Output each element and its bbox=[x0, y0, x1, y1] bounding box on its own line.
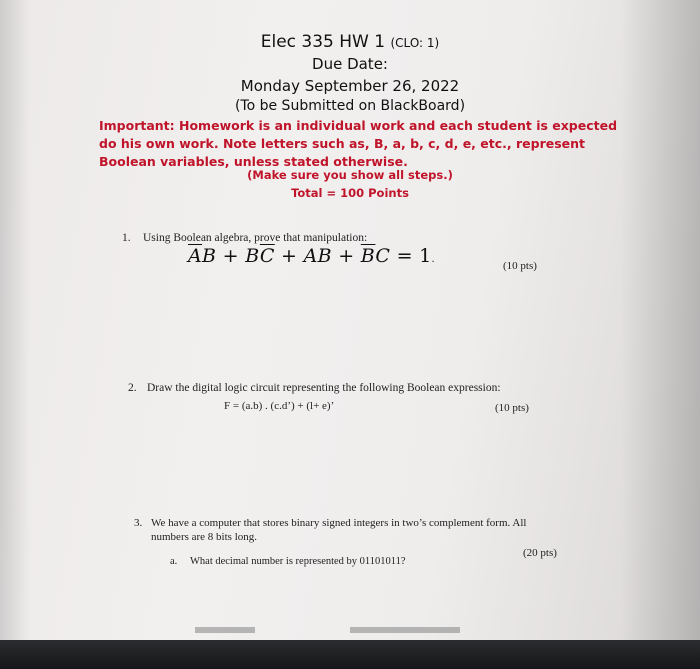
q1-text: Using Boolean algebra, prove that manipulation: bbox=[143, 232, 368, 244]
total-points: Total = 100 Points bbox=[291, 186, 409, 200]
cut-off-text bbox=[350, 627, 460, 633]
cut-off-text bbox=[195, 627, 255, 633]
q3-points: (20 pts) bbox=[523, 547, 557, 559]
clo-label: (CLO: 1) bbox=[390, 36, 440, 50]
paper-shadow-left bbox=[0, 0, 30, 640]
submission-note: (To be Submitted on BlackBoard) bbox=[234, 98, 466, 114]
page-title bbox=[0, 32, 700, 52]
monitor-bezel bbox=[0, 640, 700, 669]
q2-points: (10 pts) bbox=[495, 402, 529, 414]
q2-text: Draw the digital logic circuit representing the following Boolean expression: bbox=[147, 382, 501, 394]
q1-number: 1. bbox=[122, 232, 131, 244]
due-date: Monday September 26, 2022 bbox=[240, 77, 460, 95]
q2-number: 2. bbox=[128, 382, 137, 394]
important-note: Important: Homework is an individual work and each student is expected do his own work. Note letters such as, B, a, b, c, d, e, etc., represent Boolean variables, unless stated otherwise. bbox=[99, 118, 618, 169]
q3a-label: a. bbox=[170, 556, 178, 567]
paper-shadow-right bbox=[620, 0, 700, 640]
q1-equation: $\overline{A}B + B\overline{C}$ + AB + $\overline{B}C = 1$. bbox=[188, 245, 436, 267]
q3a-text: What decimal number is represented by 01101011? bbox=[190, 556, 406, 567]
q3-text-line1: We have a computer that stores binary signed integers in two’s complement form. All bbox=[151, 517, 527, 529]
q3-number: 3. bbox=[134, 517, 143, 529]
q2-formula: F = (a.b) . (c.d’) + (l+ e)’ bbox=[224, 400, 335, 412]
steps-note: (Make sure you show all steps.) bbox=[247, 168, 453, 182]
due-label: Due Date: bbox=[312, 55, 388, 73]
q1-points: (10 pts) bbox=[503, 260, 537, 272]
q3-text-line2: numbers are 8 bits long. bbox=[151, 531, 258, 543]
course-title: Elec 335 HW 1 bbox=[260, 32, 386, 52]
